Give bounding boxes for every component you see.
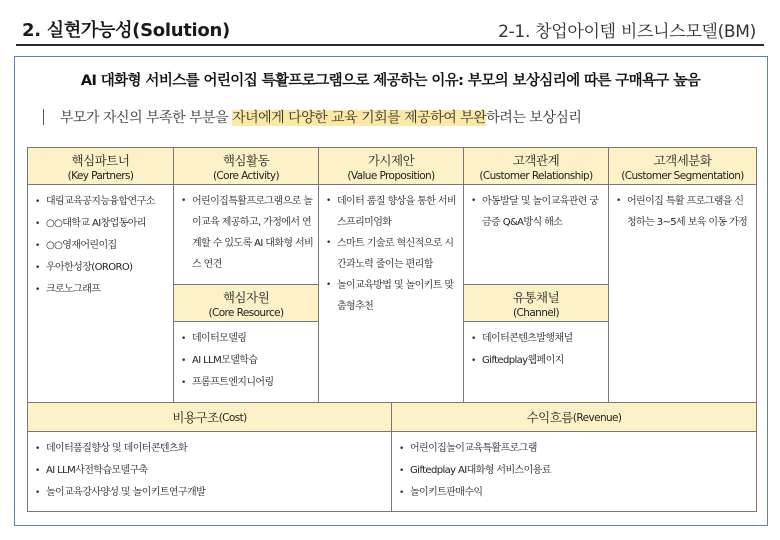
list-item: • AI LLM사전학습모델구축 [34,460,387,482]
cost-structure-title-en: (Cost) [218,411,247,424]
customer-segments-header [608,147,757,185]
list-item: • 데이터모델링 [180,328,314,350]
value-proposition-body [318,184,464,403]
value-proposition-title-en: (Value Proposition) [347,170,435,182]
key-partners-body [27,184,174,403]
key-activities-list [174,185,318,275]
list-item: • 어린이집 특활 프로그램을 신청하는 3~5세 보육 이동 가정 [615,191,752,233]
list-item: • 아동발달 및 놀이교육관련 궁금증 Q&A방식 해소 [470,191,604,233]
section-subtitle: 2-1. 창업아이템 비즈니스모델(BM) [498,22,756,42]
list-item: • 놀이교육방법 및 놀이키트 맞춤형추천 [325,275,459,317]
value-proposition-title: 가시제안 [367,153,415,168]
header-divider [16,44,764,46]
list-item: • 크로노그래프 [34,279,169,301]
key-partners-header [27,147,174,185]
list-item: • 대림교육공지능융합연구소 [34,191,169,213]
customer-relationship-body [463,184,609,285]
business-model-canvas [27,147,757,512]
revenue-streams-body [391,431,757,512]
customer-relationship-header [463,147,609,185]
customer-segments-title-en: (Customer Segmentation) [621,170,744,182]
list-item: • 놀이키트판매수익 [398,482,752,504]
key-activities-header [173,147,319,185]
key-resources-body [173,321,319,403]
customer-relationship-title: 고객관계 [512,153,560,168]
channels-header [463,284,609,322]
list-item: • 어린이집특활프로그램으로 놀이교육 제공하고, 가정에서 연계할 수 있도록 AI 대화형 서비스 연견 [180,191,314,275]
customer-segments-list [609,185,756,233]
channels-title-en: (Channel) [513,307,559,319]
cost-structure-title: 비용구조 [172,410,219,425]
list-item: • 데이터콘텐츠발행채널 [470,328,604,350]
list-item: • 스마트 기술로 혁신적으로 시간과노력 줄이는 편리함 [325,233,459,275]
page-header [0,0,780,46]
list-item: • 프롬프트엔지니어링 [180,372,314,394]
key-resources-list [174,322,318,394]
value-proposition-header [318,147,464,185]
subline [43,107,581,127]
channels-title: 유통채널 [512,290,560,305]
key-activities-title: 핵심활동 [222,153,270,168]
customer-segments-body [608,184,757,403]
customer-relationship-title-en: (Customer Relationship) [479,170,593,182]
list-item: • AI LLM모델학습 [180,350,314,372]
list-item: • Giftedplay웹페이지 [470,350,604,372]
revenue-streams-list [392,432,756,504]
key-resources-title: 핵심자원 [222,290,270,305]
value-proposition-list [319,185,463,317]
revenue-streams-title: 수익흐름 [526,410,573,425]
list-item: • ○○대학교 AI창업동아리 [34,213,169,235]
headline: AI 대화형 서비스를 어린이집 특활프로그램으로 제공하는 이유: 부모의 보상심리에 따른 구매욕구 높음 [80,73,701,89]
key-activities-body [173,184,319,285]
channels-list [464,322,608,372]
list-item: • ○○영재어린이집 [34,235,169,257]
revenue-streams-title-en: (Revenue) [572,411,622,424]
revenue-streams-header [391,402,757,432]
cost-structure-header [27,402,392,432]
subline-highlight: 자녀에게 다양한 교육 기회를 제공하여 부완 [232,110,487,126]
list-item: • 놀이교육강사양성 및 놀이키트연구개발 [34,482,387,504]
key-partners-title: 핵심파트너 [71,153,130,168]
channels-body [463,321,609,403]
customer-relationship-list [464,185,608,233]
list-item: • 어린이집놀이교육특활프로그램 [398,438,752,460]
list-item: • 데이터품질향상 및 데이터콘텐츠화 [34,438,387,460]
key-resources-header [173,284,319,322]
list-item: • Giftedplay AI대화형 서비스이용료 [398,460,752,482]
key-partners-list [28,185,173,301]
list-item: • 우아한성장(ORORO) [34,257,169,279]
section-title: 2. 실현가능성(Solution) [22,20,230,41]
cost-structure-body [27,431,392,512]
customer-segments-title: 고객세분화 [653,153,712,168]
key-partners-title-en: (Key Partners) [67,170,134,182]
subline-before: 부모가 자신의 부족한 부분을 [60,110,233,126]
key-activities-title-en: (Core Activity) [212,170,280,182]
list-item: • 데이터 품질 향상을 통한 서비스프리미엄화 [325,191,459,233]
content-frame [14,56,768,526]
cost-structure-list [28,432,391,504]
subline-after: 하려는 보상심리 [486,110,582,126]
key-resources-title-en: (Core Resource) [208,307,284,319]
subline-bar [43,109,44,125]
